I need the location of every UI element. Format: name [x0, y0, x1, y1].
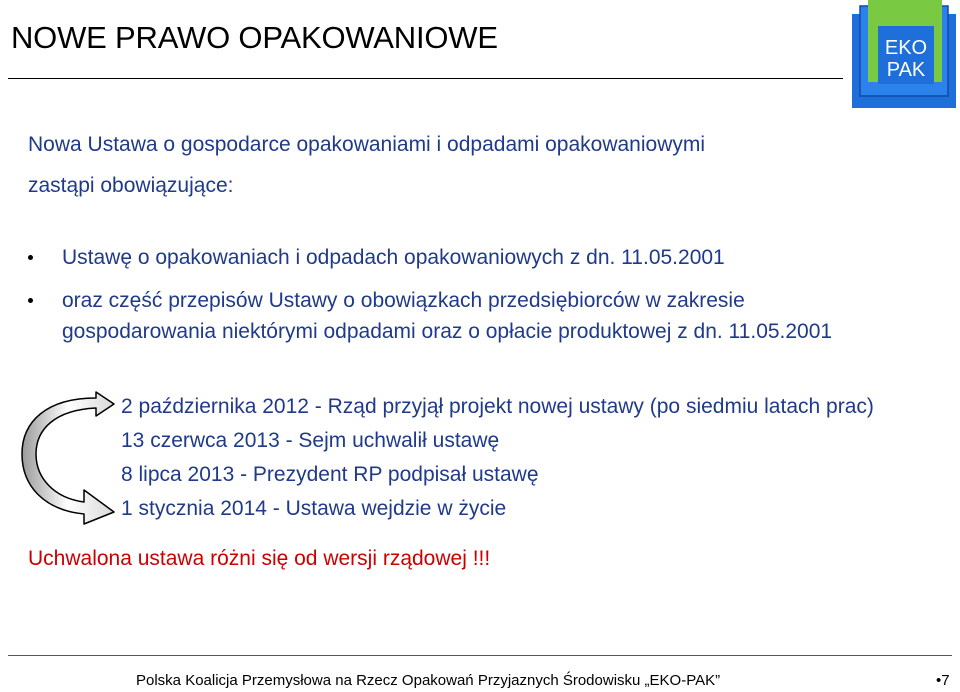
logo-text-pak: PAK [886, 59, 926, 81]
page-number: •7 [936, 672, 950, 689]
eko-pak-logo [848, 0, 960, 110]
footer-text: Polska Koalicja Przemysłowa na Rzecz Opakowań Przyjaznych Środowisku „EKO-PAK” [136, 672, 721, 689]
logo-text-eko: EKO [884, 37, 928, 59]
title-divider [8, 78, 843, 79]
timeline-item: 2 października 2012 - Rząd przyjął projekt nowej ustawy (po siedmiu latach prac) [121, 395, 874, 418]
bullet-list [28, 242, 948, 359]
highlight-note: Uchwalona ustawa różni się od wersji rządowej !!! [28, 547, 491, 570]
timeline-item: 8 lipca 2013 - Prezydent RP podpisał ustawę [121, 463, 539, 486]
bullet-text: gospodarowania niektórymi odpadami oraz o opłacie produktowej z dn. 11.05.2001 [62, 320, 833, 343]
intro-line: Nowa Ustawa o gospodarce opakowaniami i odpadami opakowaniowymi [28, 133, 706, 156]
curved-arrow-icon [14, 386, 124, 526]
intro-paragraph [28, 124, 928, 206]
bullet-text: oraz część przepisów Ustawy o obowiązkach przedsiębiorców w zakresie [62, 289, 745, 312]
timeline-item: 1 stycznia 2014 - Ustawa wejdzie w życie [121, 497, 507, 520]
timeline-item: 13 czerwca 2013 - Sejm uchwalił ustawę [121, 429, 500, 452]
footer-divider [8, 655, 952, 656]
page-number-value: 7 [941, 672, 950, 689]
bullet-item [28, 242, 948, 273]
page-title: NOWE PRAWO OPAKOWANIOWE [11, 20, 498, 55]
bullet-text: Ustawę o opakowaniach i odpadach opakowaniowych z dn. 11.05.2001 [62, 246, 725, 269]
intro-line: zastąpi obowiązujące: [28, 174, 234, 197]
bullet-dot-icon [28, 298, 33, 303]
bullet-dot-icon [28, 255, 33, 260]
bullet-item [28, 285, 948, 347]
timeline [121, 390, 956, 526]
